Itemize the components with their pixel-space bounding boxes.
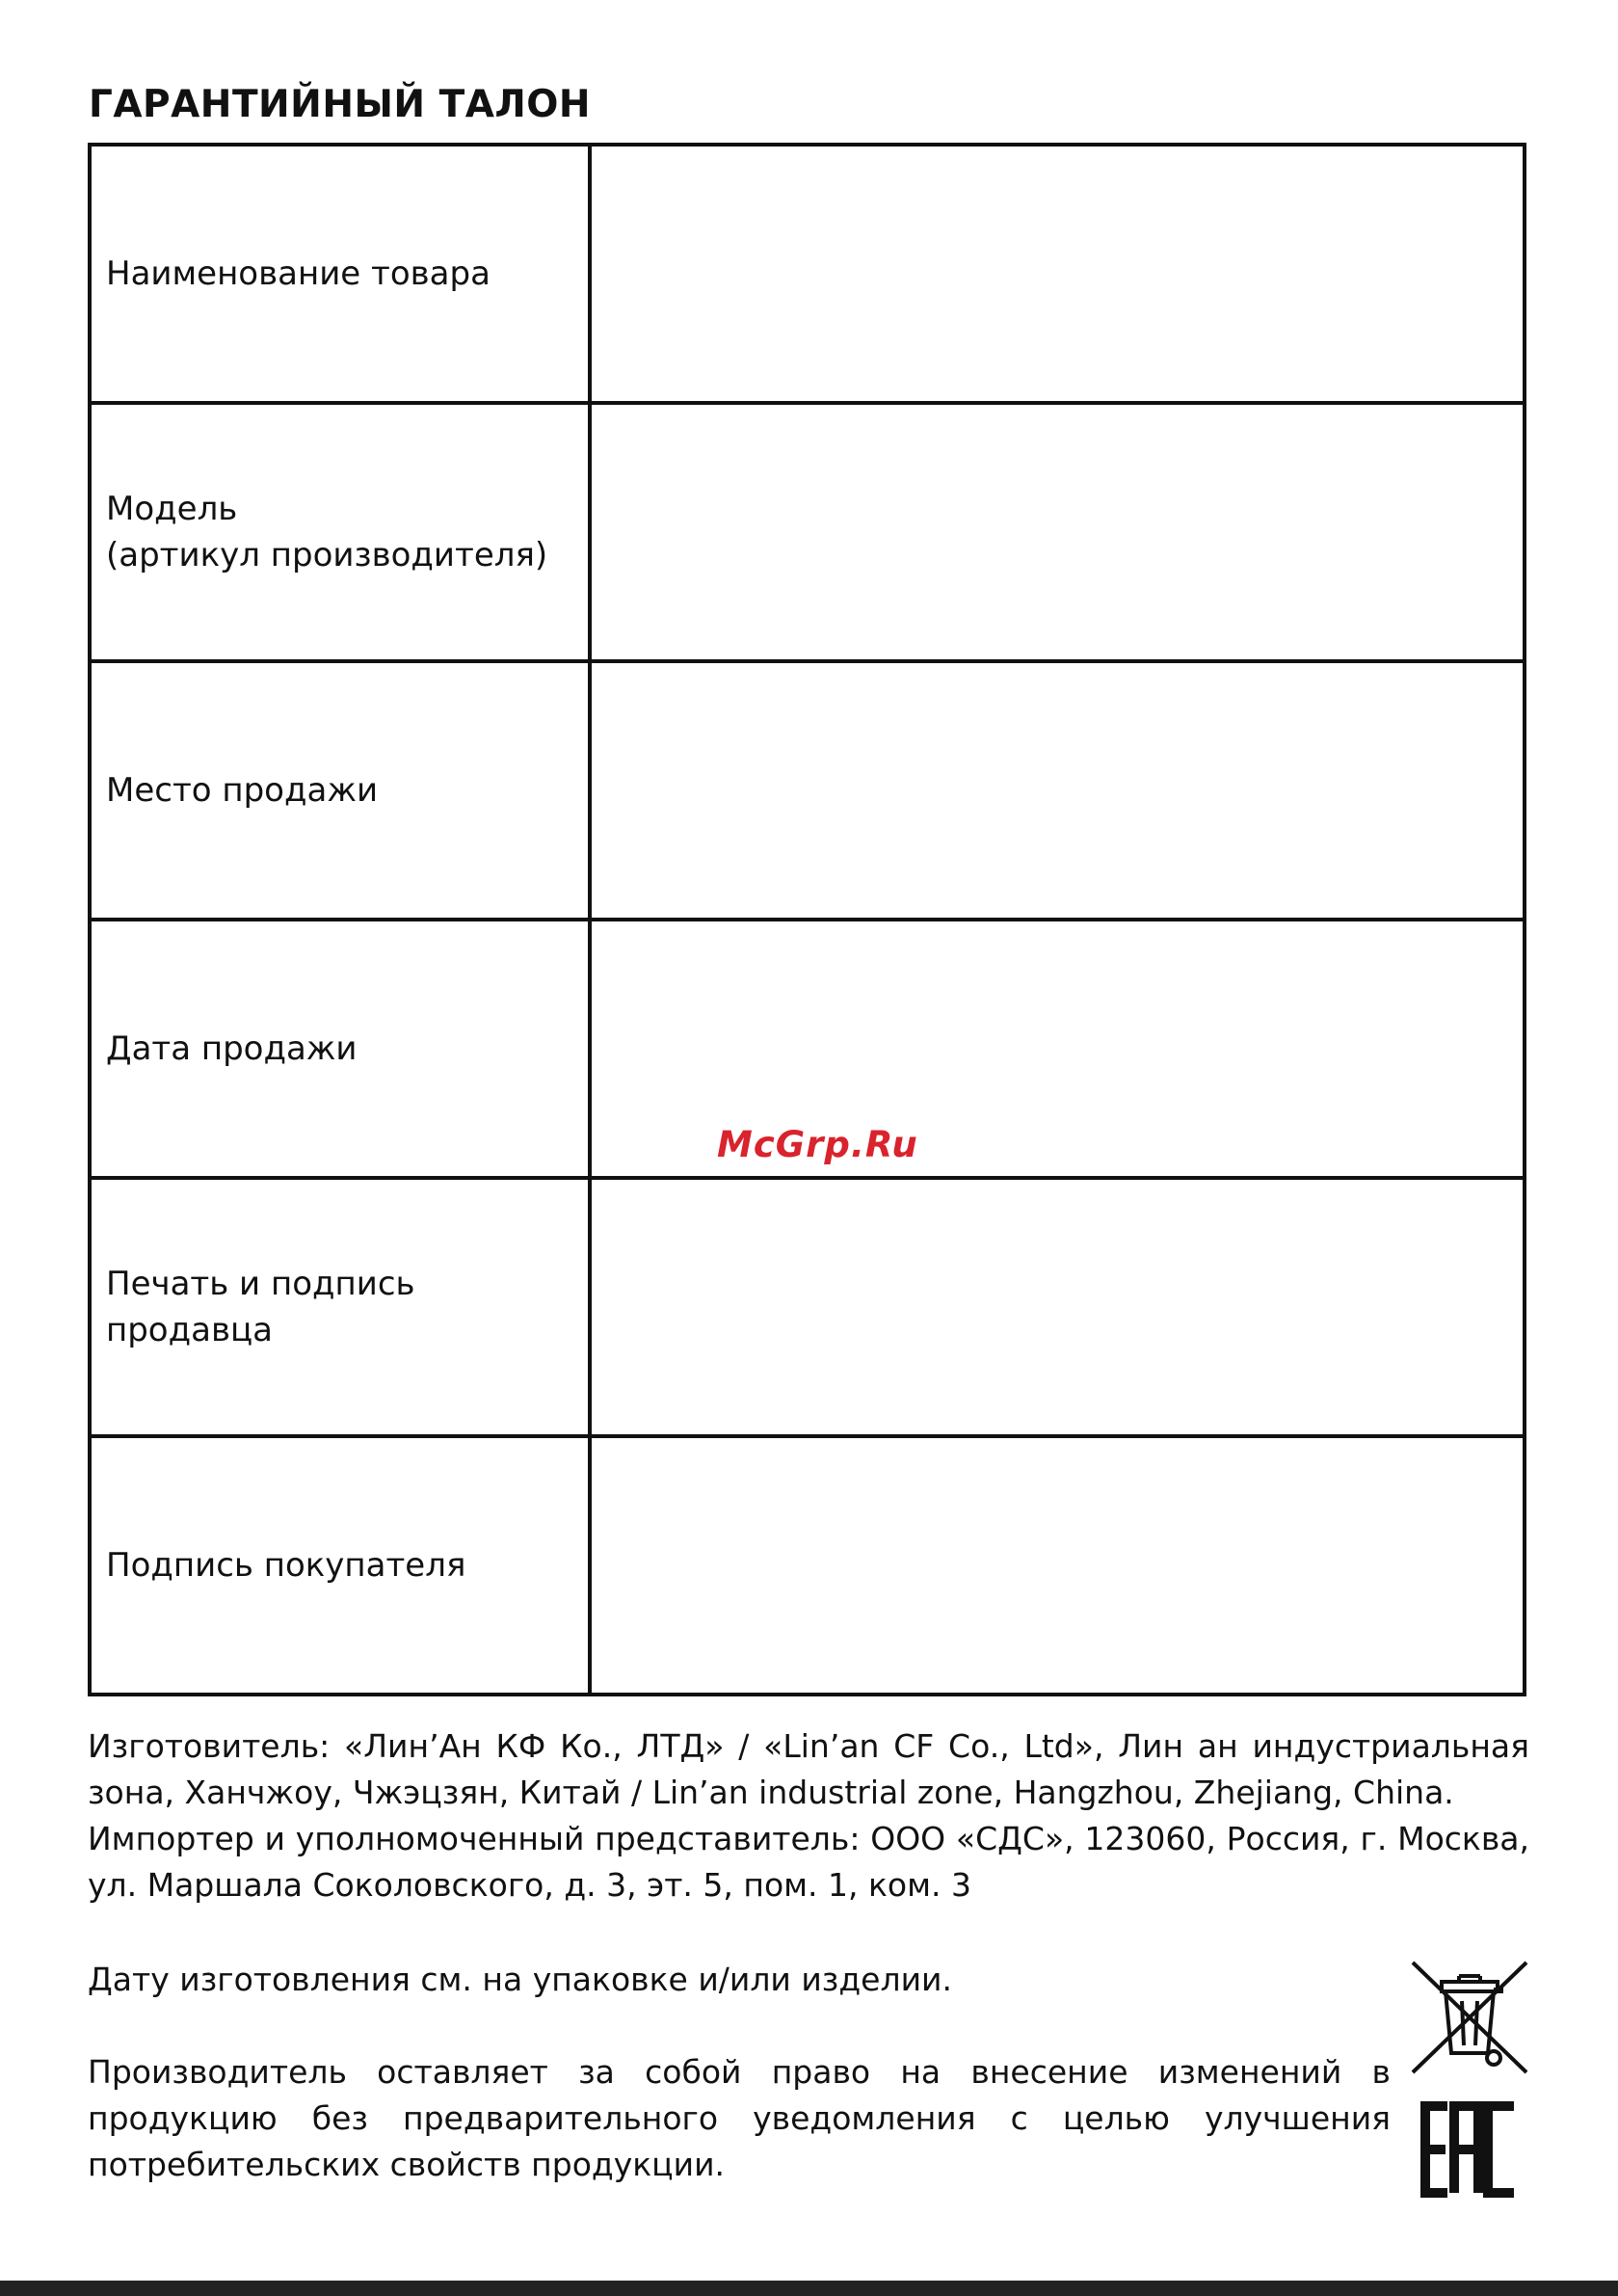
row-label (90, 1178, 590, 1436)
manufacture-date-note: Дату изготовления см. на упаковке и/или изделии. (88, 1961, 952, 1998)
document-title: ГАРАНТИЙНЫЙ ТАЛОН (89, 83, 592, 126)
row-label (90, 1436, 590, 1695)
warranty-table (88, 143, 1526, 1696)
watermark[interactable]: McGrp.Ru (717, 1124, 918, 1165)
buyer-signature-field[interactable] (590, 1436, 1525, 1695)
table-row-model (90, 403, 1525, 661)
label-text: Подпись покупателя (106, 1546, 466, 1585)
row-label (90, 403, 590, 661)
model-field[interactable] (590, 403, 1525, 661)
label-text: Дата продажи (106, 1029, 358, 1068)
label-text: Наименование товара (106, 254, 491, 293)
label-text: Модель (106, 490, 238, 528)
table-row-seller-stamp (90, 1178, 1525, 1436)
label-text: Место продажи (106, 771, 379, 810)
bottom-border (0, 2281, 1618, 2296)
label-text: Печать и подпись продавца (106, 1265, 415, 1349)
row-label (90, 920, 590, 1178)
table-row-buyer-signature (90, 1436, 1525, 1695)
crossed-out-wheeled-bin-icon (1409, 1959, 1530, 2076)
manufacturer-info: Изготовитель: «Лин’Ан КФ Ко., ЛТД» / «Lin’an CF Co., Ltd», Лин ан индустриальная зона, Ханчжоу, Чжэцзян, Китай / Lin’an industrial zone, Hangzhou, Zhejiang, China. (88, 1727, 1529, 1811)
product-name-field[interactable] (590, 145, 1525, 403)
label-text: (артикул производителя) (106, 536, 548, 574)
row-label (90, 145, 590, 403)
row-label (90, 661, 590, 920)
table-row-place-of-sale (90, 661, 1525, 920)
manufacturer-disclaimer: Производитель оставляет за собой право на внесение изменений в продукцию без предварительного уведомления с целью улучшения потребительских свойств продукции. (88, 2053, 1391, 2183)
place-of-sale-field[interactable] (590, 661, 1525, 920)
table-row-product-name (90, 145, 1525, 403)
eac-certification-logo (1420, 2101, 1519, 2198)
seller-stamp-field[interactable] (590, 1178, 1525, 1436)
importer-info: Импортер и уполномоченный представитель: ООО «СДС», 123060, Россия, г. Москва, ул. Маршала Соколовского, д. 3, эт. 5, пом. 1, ком. 3 (88, 1820, 1529, 1904)
